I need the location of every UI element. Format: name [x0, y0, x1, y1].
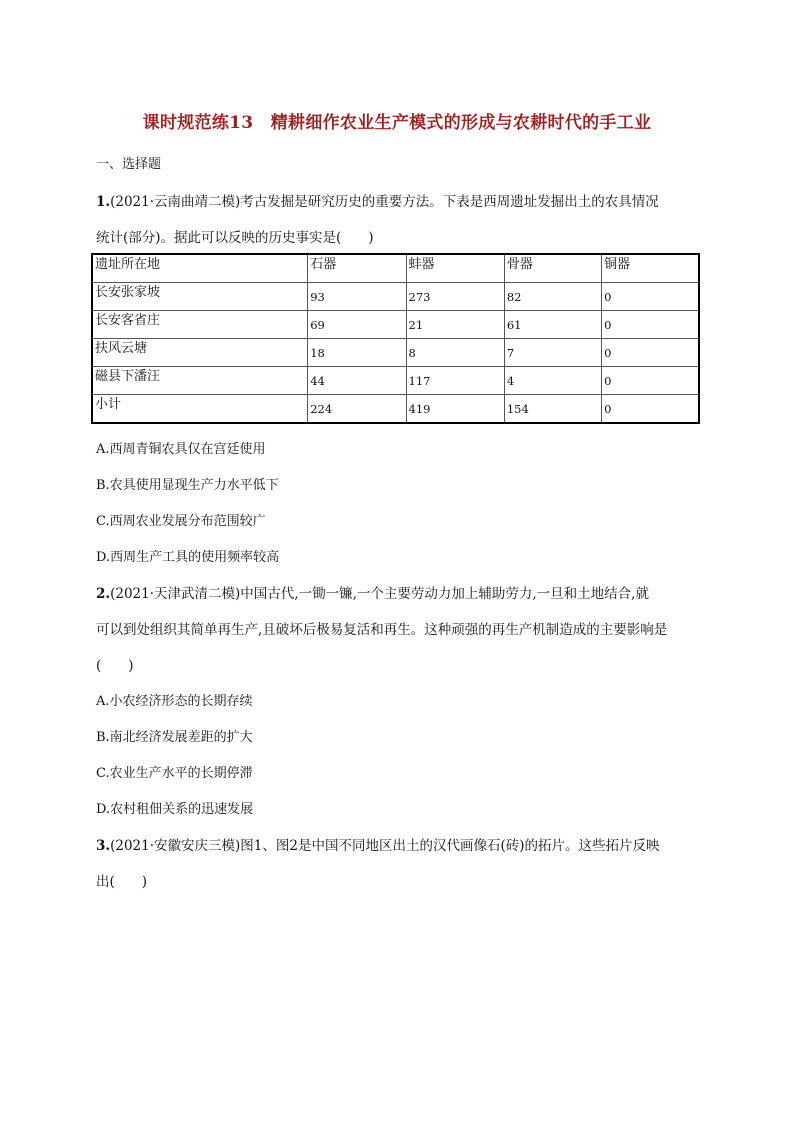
- page-title: 课时规范练13 精耕细作农业生产模式的形成与农耕时代的手工业: [142, 113, 652, 133]
- table-row: [92, 283, 699, 311]
- question-2-option-b: B.南北经济发展差距的扩大: [96, 730, 253, 745]
- question-2-option-d: D.农村租佃关系的迅速发展: [96, 802, 254, 817]
- table-cell: 117: [406, 367, 504, 395]
- table-cell: 69: [308, 311, 406, 339]
- table-cell: 273: [406, 283, 504, 311]
- table-cell: 0: [602, 395, 699, 424]
- excavation-table: [91, 253, 700, 424]
- table-row: [92, 367, 699, 395]
- question-3-text: (2021·安徽安庆三模)图1、图2是中国不同地区出土的汉代画像石(砖)的拓片。这些拓片反映: [110, 838, 660, 854]
- table-header-cell: 遗址所在地: [92, 254, 308, 283]
- table-cell: 224: [308, 395, 406, 424]
- table-cell: 4: [504, 367, 601, 395]
- table-header-cell: 骨器: [504, 254, 601, 283]
- table-cell: 93: [308, 283, 406, 311]
- question-1-option-c: C.西周农业发展分布范围较广: [96, 514, 266, 529]
- question-3-line-1: [96, 834, 660, 854]
- question-1-line-2: 统计(部分)。据此可以反映的历史事实是( ): [96, 230, 374, 246]
- question-1-option-d: D.西周生产工具的使用频率较高: [96, 550, 280, 565]
- question-2-number: 2.: [96, 586, 111, 602]
- table-row: [92, 311, 699, 339]
- table-cell-site: 小计: [92, 395, 308, 424]
- table-cell: 18: [308, 339, 406, 367]
- table-header-cell: 石器: [308, 254, 406, 283]
- table-cell: 61: [504, 311, 601, 339]
- table-row-subtotal: [92, 395, 699, 424]
- table-cell: 82: [504, 283, 601, 311]
- question-1-number: 1.: [96, 194, 111, 210]
- table-header-row: [92, 254, 699, 283]
- question-1-line-1: [96, 190, 659, 210]
- question-2-option-a: A.小农经济形态的长期存续: [96, 694, 253, 709]
- question-3-line-2: 出( ): [96, 874, 148, 890]
- table-cell-site: 磁县下潘汪: [92, 367, 308, 395]
- table-cell: 0: [602, 283, 699, 311]
- table-row: [92, 339, 699, 367]
- question-2-option-c: C.农业生产水平的长期停滞: [96, 766, 253, 781]
- table-cell: 21: [406, 311, 504, 339]
- question-1-text: (2021·云南曲靖二模)考古发掘是研究历史的重要方法。下表是西周遗址发掘出土的农具情况: [110, 194, 659, 210]
- table-header-cell: 蚌器: [406, 254, 504, 283]
- question-1-option-a: A.西周青铜农具仅在宫廷使用: [96, 442, 266, 457]
- table-cell: 0: [602, 339, 699, 367]
- table-cell: 0: [602, 311, 699, 339]
- question-2-text: (2021·天津武清二模)中国古代,一锄一镰,一个主要劳动力加上辅助劳力,一旦和土地结合,就: [110, 586, 649, 602]
- question-2-line-1: [96, 582, 649, 602]
- table-cell: 7: [504, 339, 601, 367]
- table-cell: 154: [504, 395, 601, 424]
- question-3-number: 3.: [96, 838, 111, 854]
- table-cell: 419: [406, 395, 504, 424]
- table-cell: 0: [602, 367, 699, 395]
- table-cell: 8: [406, 339, 504, 367]
- question-2-line-2: 可以到处组织其简单再生产,且破坏后极易复活和再生。这种顽强的再生产机制造成的主要影响是: [96, 622, 668, 638]
- table-cell: 44: [308, 367, 406, 395]
- table-header-cell: 铜器: [602, 254, 699, 283]
- section-heading: 一、选择题: [96, 157, 162, 172]
- table-cell-site: 长安客省庄: [92, 311, 308, 339]
- question-2-line-3: ( ): [96, 658, 134, 674]
- table-cell-site: 扶风云塘: [92, 339, 308, 367]
- question-1-option-b: B.农具使用显现生产力水平低下: [96, 478, 279, 493]
- table-cell-site: 长安张家坡: [92, 283, 308, 311]
